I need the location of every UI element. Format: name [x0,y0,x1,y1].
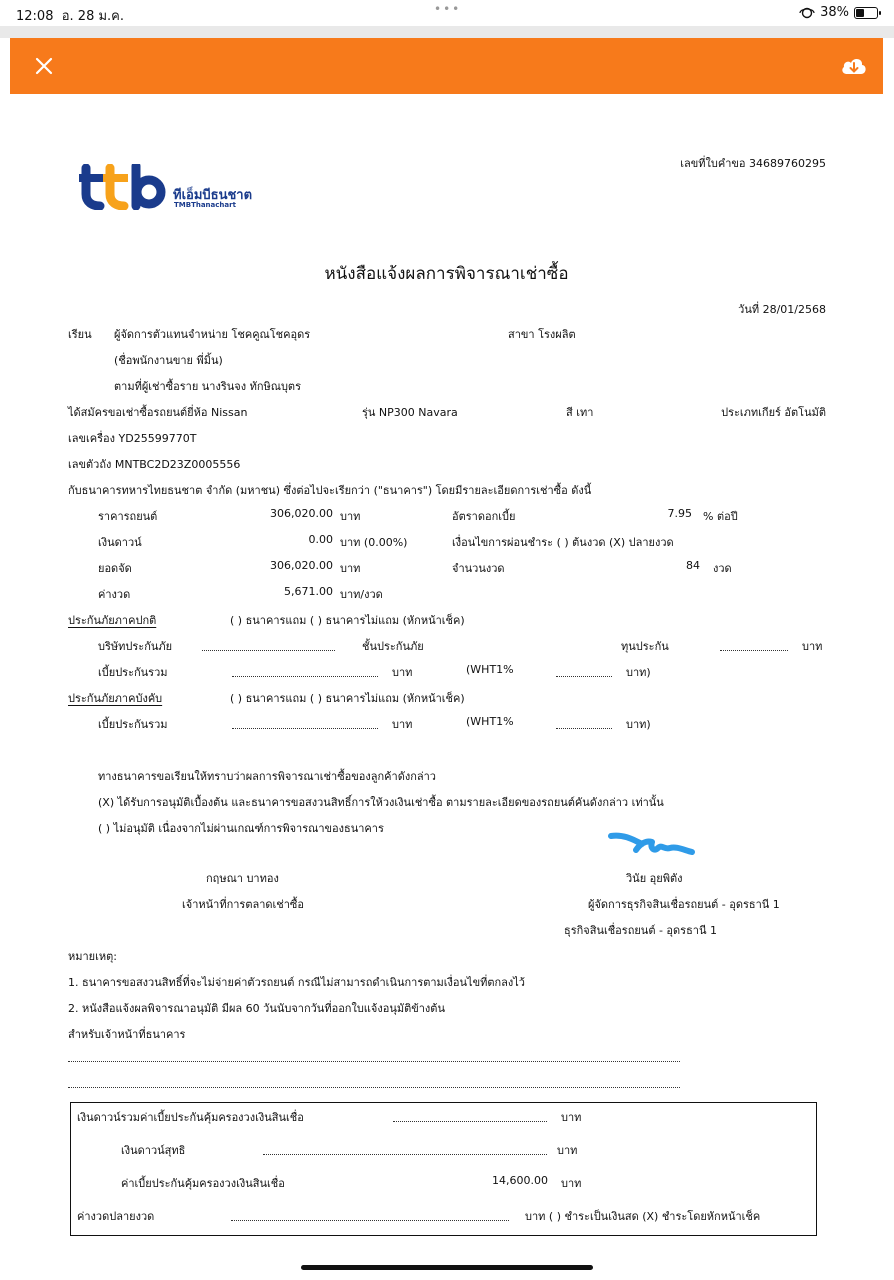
vehicle-color: สี เทา [566,406,594,419]
close-icon [30,52,58,80]
right-signer-title: ผู้จัดการธุรกิจสินเชื่อรถยนต์ - อุดรธานี 1 [588,898,780,911]
compulsory-premium-unit: บาท [392,718,413,731]
voluntary-insurance-options: ( ) ธนาคารแถม ( ) ธนาคารไม่แถม (หักหน้าเช็ค) [230,614,465,627]
multitask-dots[interactable]: ••• [434,2,462,16]
voluntary-premium-blank [232,676,378,677]
vehicle-model: รุ่น NP300 Navara [362,406,458,419]
vehicle-brand: ได้สมัครขอเช่าซื้อรถยนต์ยี่ห้อ Nissan [68,406,248,419]
sum-insured-unit: บาท [802,640,823,653]
ttb-logo [78,164,168,210]
summary-row3-label: ค่าเบี้ยประกันคุ้มครองวงเงินสินเชื่อ [121,1177,285,1190]
rate-label: อัตราดอกเบี้ย [452,510,516,523]
summary-row4-tail: บาท ( ) ชำระเป็นเงินสด (X) ชำระโดยหักหน้าเช็ค [525,1210,761,1223]
cloud-download-icon [839,52,869,80]
staff-blank-2 [68,1087,680,1088]
voluntary-wht-blank [556,676,612,677]
rate-value: 7.95 [667,507,692,520]
left-signer-name: กฤษณา บาทอง [206,872,279,885]
logo-english-name: TMBThanachart [174,201,236,209]
summary-row2-blank [263,1154,547,1155]
compulsory-wht-label: (WHT1% [466,715,514,728]
sheet-edge [0,26,894,38]
voluntary-wht-unit: บาท) [626,666,651,679]
recipient-line3: ตามที่ผู้เช่าซื้อราย นางรินจง ทักษิณบุตร [114,380,301,393]
compulsory-insurance-options: ( ) ธนาคารแถม ( ) ธนาคารไม่แถม (หักหน้าเช็ค) [230,692,465,705]
down-label: เงินดาวน์ [98,536,142,549]
insurance-company-blank [202,650,335,651]
vehicle-gear: ประเภทเกียร์ อัตโนมัติ [721,406,826,419]
logo-thai-name: ทีเอ็มบีธนชาต [173,188,253,203]
finance-value: 306,020.00 [270,559,333,572]
recipient-line2: (ชื่อพนักงานขาย พี่มิ้น) [114,354,223,367]
right-signer-name: วินัย อุยพิตัง [626,872,683,885]
recipient-label: เรียน [68,328,92,341]
summary-row2-label: เงินดาวน์สุทธิ [121,1144,186,1157]
staff-blank-1 [68,1061,680,1062]
notes-title: หมายเหตุ: [68,950,117,963]
status-bar [0,0,894,26]
status-right [799,5,878,20]
summary-box [70,1102,817,1236]
vehicle-engine: เลขเครื่อง YD25599770T [68,432,197,445]
price-label: ราคารถยนต์ [98,510,158,523]
summary-row1-blank [393,1121,547,1122]
summary-row3-unit: บาท [561,1177,582,1190]
summary-row1-unit: บาท [561,1111,582,1124]
home-indicator[interactable] [301,1265,593,1270]
summary-row4-label: ค่างวดปลายงวด [77,1210,155,1223]
price-unit: บาท [340,510,361,523]
installment-value: 5,671.00 [284,585,333,598]
recipient-line1: ผู้จัดการตัวแทนจำหน่าย โชคคูณโชคอุดร [114,328,311,341]
contract-intro: กับธนาคารทหารไทยธนชาต จำกัด (มหาชน) ซึ่งต่อไปจะเรียกว่า ("ธนาคาร") โดยมีรายละเอียดการเช่าซื้อ ดังนี้ [68,484,592,497]
voluntary-premium-unit: บาท [392,666,413,679]
installment-label: ค่างวด [98,588,131,601]
result-line1: ทางธนาคารขอเรียนให้ทราบว่าผลการพิจารณาเช่าซื้อของลูกค้าดังกล่าว [98,770,436,783]
finance-unit: บาท [340,562,361,575]
document-title: หนังสือแจ้งผลการพิจารณาเช่าซื้อ [324,264,569,284]
result-rejected: ( ) ไม่อนุมัติ เนื่องจากไม่ผ่านเกณฑ์การพิจารณาของธนาคาร [98,822,384,835]
compulsory-insurance-title: ประกันภัยภาคบังคับ [68,692,163,705]
handwritten-signature [606,830,698,860]
voluntary-premium-label: เบี้ยประกันรวม [98,666,168,679]
compulsory-premium-blank [232,728,378,729]
viewer-toolbar [10,38,883,94]
price-value: 306,020.00 [270,507,333,520]
battery-percent: 38% [820,5,849,20]
installment-count: 84 [686,559,700,572]
vehicle-chassis: เลขตัวถัง MNTBC2D23Z0005556 [68,458,241,471]
recipient-branch: สาขา โรงผลิต [508,328,576,341]
staff-section-label: สำหรับเจ้าหน้าที่ธนาคาร [68,1028,186,1041]
insurance-company-label: บริษัทประกันภัย [98,640,173,653]
summary-row2-unit: บาท [557,1144,578,1157]
down-unit: บาท (0.00%) [340,536,408,549]
left-signer-title: เจ้าหน้าที่การตลาดเช่าซื้อ [182,898,305,911]
down-value: 0.00 [308,533,333,546]
request-number: เลขที่ใบคำขอ 34689760295 [680,157,826,170]
rate-unit: % ต่อปี [703,510,738,523]
document-date: วันที่ 28/01/2568 [738,303,826,316]
voluntary-insurance-title: ประกันภัยภาคปกติ [68,614,157,627]
compulsory-wht-unit: บาท) [626,718,651,731]
download-button[interactable] [839,52,869,80]
installment-count-label: จำนวนงวด [452,562,505,575]
summary-row4-blank [231,1220,509,1221]
close-button[interactable] [30,52,58,80]
compulsory-premium-label: เบี้ยประกันรวม [98,718,168,731]
insurance-class-label: ชั้นประกันภัย [362,640,424,653]
result-approved: (X) ได้รับการอนุมัติเบื้องต้น และธนาคารขอสงวนสิทธิ์การให้วงเงินเช่าซื้อ ตามรายละเอียดของรถยนต์คันดังกล่าว เท่านั้น [98,796,664,809]
voluntary-wht-label: (WHT1% [466,663,514,676]
payment-condition: เงื่อนไขการผ่อนชำระ ( ) ต้นงวด (X) ปลายงวด [452,536,674,549]
installment-unit: บาท/งวด [340,588,383,601]
installment-count-unit: งวด [713,562,732,575]
document-page [10,94,883,1260]
sum-insured-label: ทุนประกัน [621,640,669,653]
note-1: 1. ธนาคารขอสงวนสิทธิ์ที่จะไม่จ่ายค่าตัวรถยนต์ กรณีไม่สามารถดำเนินการตามเงื่อนไขที่ตกลงไว้ [68,976,525,989]
summary-row3-value: 14,600.00 [492,1174,548,1187]
summary-row1-label: เงินดาวน์รวมค่าเบี้ยประกันคุ้มครองวงเงินสินเชื่อ [77,1111,304,1124]
compulsory-wht-blank [556,728,612,729]
right-signer-unit: ธุรกิจสินเชื่อรถยนต์ - อุดรธานี 1 [564,924,717,937]
battery-icon [854,7,878,19]
orientation-lock-icon [799,7,815,19]
finance-label: ยอดจัด [98,562,132,575]
sum-insured-blank [720,650,788,651]
status-time: 12:08 อ. 28 ม.ค. [16,9,125,24]
note-2: 2. หนังสือแจ้งผลพิจารณาอนุมัติ มีผล 60 วันนับจากวันที่ออกใบแจ้งอนุมัติข้างต้น [68,1002,445,1015]
